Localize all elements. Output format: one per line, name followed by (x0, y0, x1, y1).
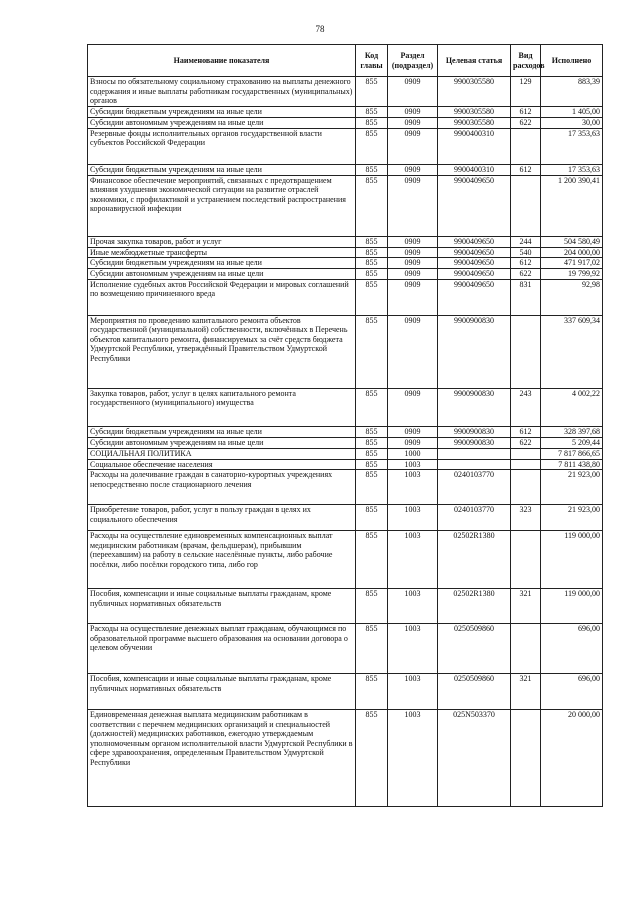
table-row (88, 279, 603, 315)
row-code-cell: 855 (356, 315, 388, 388)
row-name-cell: Финансовое обеспечение мероприятий, связанных с предотвращением влияния ухудшения экономической ситуации на развитие отраслей экономики, с профилактикой и устранением последствий распространения коронавирусной инфекции (88, 175, 356, 236)
row-executed-cell: 30,00 (541, 118, 603, 129)
row-kind-cell: 612 (511, 426, 541, 437)
row-section-cell: 0909 (388, 236, 438, 247)
table-row (88, 118, 603, 129)
row-name-cell: Субсидии бюджетным учреждениям на иные цели (88, 426, 356, 437)
row-name-cell: Единовременная денежная выплата медицинским работникам в соответствии с перечнем медицинских организаций и специальностей (должностей) медицинских работников, ежегодно утверждаемым уполномоченным органом исполнительной власти Удмуртской Республики в сфере здравоохранения, определенным Правительством Удмуртской Республики (88, 710, 356, 807)
row-section-cell: 0909 (388, 315, 438, 388)
row-name-cell: Закупка товаров, работ, услуг в целях капитального ремонта государственного (муниципального) имущества (88, 388, 356, 426)
header-kind: Вид расходов (511, 45, 541, 77)
row-name-cell: Пособия, компенсации и иные социальные выплаты гражданам, кроме публичных нормативных обязательств (88, 674, 356, 710)
row-kind-cell: 321 (511, 589, 541, 624)
header-executed: Исполнено (541, 45, 603, 77)
row-code-cell: 855 (356, 236, 388, 247)
table-row (88, 459, 603, 470)
row-section-cell: 0909 (388, 279, 438, 315)
row-kind-cell (511, 315, 541, 388)
row-executed-cell: 92,98 (541, 279, 603, 315)
table-row (88, 77, 603, 107)
row-executed-cell: 471 917,02 (541, 258, 603, 269)
row-executed-cell: 21 923,00 (541, 505, 603, 531)
row-target-cell: 0240103770 (438, 470, 511, 505)
row-name-cell: Приобретение товаров, работ, услуг в пользу граждан в целях их социального обеспечения (88, 505, 356, 531)
table-row (88, 175, 603, 236)
row-section-cell: 0909 (388, 269, 438, 280)
row-section-cell: 0909 (388, 437, 438, 448)
row-executed-cell: 19 799,92 (541, 269, 603, 280)
row-name-cell: Резервные фонды исполнительных органов государственной власти субъектов Российской Федерации (88, 128, 356, 164)
row-executed-cell: 696,00 (541, 674, 603, 710)
table-row (88, 437, 603, 448)
row-executed-cell: 4 002,22 (541, 388, 603, 426)
row-code-cell: 855 (356, 710, 388, 807)
row-kind-cell: 321 (511, 674, 541, 710)
row-target-cell: 9900409650 (438, 247, 511, 258)
row-target-cell: 9900409650 (438, 236, 511, 247)
row-code-cell: 855 (356, 470, 388, 505)
row-name-cell: Субсидии автономным учреждениям на иные цели (88, 437, 356, 448)
row-code-cell: 855 (356, 448, 388, 459)
table-row (88, 448, 603, 459)
row-executed-cell: 204 000,00 (541, 247, 603, 258)
row-kind-cell: 622 (511, 269, 541, 280)
row-section-cell: 0909 (388, 175, 438, 236)
row-section-cell: 0909 (388, 118, 438, 129)
row-code-cell: 855 (356, 388, 388, 426)
row-target-cell: 9900400310 (438, 164, 511, 175)
row-code-cell: 855 (356, 589, 388, 624)
row-executed-cell: 1 200 390,41 (541, 175, 603, 236)
row-target-cell: 9900900830 (438, 426, 511, 437)
table-row (88, 531, 603, 589)
row-target-cell: 9900900830 (438, 437, 511, 448)
row-section-cell: 0909 (388, 258, 438, 269)
row-target-cell: 0250509860 (438, 674, 511, 710)
row-target-cell (438, 459, 511, 470)
row-kind-cell: 622 (511, 437, 541, 448)
row-target-cell: 9900305580 (438, 77, 511, 107)
row-target-cell: 9900900830 (438, 315, 511, 388)
row-code-cell: 855 (356, 128, 388, 164)
row-code-cell: 855 (356, 426, 388, 437)
row-name-cell: Субсидии автономным учреждениям на иные цели (88, 269, 356, 280)
table-row (88, 258, 603, 269)
row-section-cell: 1003 (388, 589, 438, 624)
row-target-cell: 9900409650 (438, 175, 511, 236)
row-section-cell: 1003 (388, 710, 438, 807)
row-kind-cell (511, 470, 541, 505)
row-kind-cell: 323 (511, 505, 541, 531)
row-code-cell: 855 (356, 258, 388, 269)
row-section-cell: 1003 (388, 470, 438, 505)
row-kind-cell: 540 (511, 247, 541, 258)
row-target-cell: 02502R1380 (438, 531, 511, 589)
row-executed-cell: 17 353,63 (541, 164, 603, 175)
row-kind-cell (511, 624, 541, 674)
row-executed-cell: 5 209,44 (541, 437, 603, 448)
row-code-cell: 855 (356, 279, 388, 315)
row-section-cell: 0909 (388, 107, 438, 118)
row-executed-cell: 883,39 (541, 77, 603, 107)
row-kind-cell (511, 175, 541, 236)
row-kind-cell: 244 (511, 236, 541, 247)
row-section-cell: 1003 (388, 531, 438, 589)
table-row (88, 128, 603, 164)
row-section-cell: 0909 (388, 247, 438, 258)
row-target-cell: 0250509860 (438, 624, 511, 674)
table-row (88, 269, 603, 280)
row-code-cell: 855 (356, 107, 388, 118)
row-code-cell: 855 (356, 624, 388, 674)
row-section-cell: 1000 (388, 448, 438, 459)
row-name-cell: Иные межбюджетные трансферты (88, 247, 356, 258)
table-row (88, 426, 603, 437)
row-target-cell: 0240103770 (438, 505, 511, 531)
budget-execution-table (87, 44, 603, 807)
row-kind-cell: 612 (511, 107, 541, 118)
row-target-cell: 9900409650 (438, 279, 511, 315)
row-code-cell: 855 (356, 118, 388, 129)
row-name-cell: Субсидии бюджетным учреждениям на иные цели (88, 164, 356, 175)
row-kind-cell (511, 531, 541, 589)
row-kind-cell: 243 (511, 388, 541, 426)
header-code: Код главы (356, 45, 388, 77)
table-row (88, 247, 603, 258)
row-name-cell: Субсидии бюджетным учреждениям на иные цели (88, 107, 356, 118)
row-code-cell: 855 (356, 269, 388, 280)
row-code-cell: 855 (356, 175, 388, 236)
row-section-cell: 0909 (388, 128, 438, 164)
row-code-cell: 855 (356, 505, 388, 531)
row-kind-cell: 612 (511, 258, 541, 269)
table-row (88, 164, 603, 175)
table-body (88, 77, 603, 807)
row-section-cell: 1003 (388, 674, 438, 710)
row-kind-cell (511, 128, 541, 164)
row-section-cell: 1003 (388, 505, 438, 531)
row-kind-cell: 129 (511, 77, 541, 107)
row-target-cell: 9900400310 (438, 128, 511, 164)
row-section-cell: 0909 (388, 164, 438, 175)
row-target-cell: 9900305580 (438, 118, 511, 129)
row-executed-cell: 696,00 (541, 624, 603, 674)
row-target-cell (438, 448, 511, 459)
table-row (88, 107, 603, 118)
row-code-cell: 855 (356, 674, 388, 710)
row-code-cell: 855 (356, 247, 388, 258)
row-name-cell: Прочая закупка товаров, работ и услуг (88, 236, 356, 247)
row-section-cell: 0909 (388, 388, 438, 426)
row-section-cell: 0909 (388, 77, 438, 107)
row-name-cell: Взносы по обязательному социальному страхованию на выплаты денежного содержания и иные выплаты работникам государственных (муниципальных) органов (88, 77, 356, 107)
table-row (88, 470, 603, 505)
header-name: Наименование показателя (88, 45, 356, 77)
row-executed-cell: 20 000,00 (541, 710, 603, 807)
row-code-cell: 855 (356, 164, 388, 175)
row-code-cell: 855 (356, 437, 388, 448)
row-target-cell: 9900900830 (438, 388, 511, 426)
row-kind-cell (511, 459, 541, 470)
page-number: 78 (315, 24, 325, 34)
row-section-cell: 1003 (388, 624, 438, 674)
header-target: Целевая статья (438, 45, 511, 77)
row-name-cell: СОЦИАЛЬНАЯ ПОЛИТИКА (88, 448, 356, 459)
row-name-cell: Расходы на осуществление денежных выплат гражданам, обучающимся по образовательной программе высшего образования на основании договора о целевом обучении (88, 624, 356, 674)
row-name-cell: Субсидии автономным учреждениям на иные цели (88, 118, 356, 129)
row-kind-cell (511, 448, 541, 459)
row-executed-cell: 21 923,00 (541, 470, 603, 505)
row-section-cell: 0909 (388, 426, 438, 437)
row-name-cell: Пособия, компенсации и иные социальные выплаты гражданам, кроме публичных нормативных обязательств (88, 589, 356, 624)
row-executed-cell: 1 405,00 (541, 107, 603, 118)
row-section-cell: 1003 (388, 459, 438, 470)
table-row (88, 589, 603, 624)
table-row (88, 674, 603, 710)
row-code-cell: 855 (356, 77, 388, 107)
row-kind-cell: 831 (511, 279, 541, 315)
row-name-cell: Расходы на долечивание граждан в санаторно-курортных учреждениях непосредственно после стационарного лечения (88, 470, 356, 505)
row-executed-cell: 119 000,00 (541, 531, 603, 589)
table-row (88, 236, 603, 247)
row-name-cell: Субсидии бюджетным учреждениям на иные цели (88, 258, 356, 269)
row-name-cell: Мероприятия по проведению капитального ремонта объектов государственной (муниципальной) собственности, включённых в Перечень объектов капитального ремонта, финансируемых за счёт средств бюджета Удмуртской Республики, утверждённый Правительством Удмуртской Республики (88, 315, 356, 388)
row-target-cell: 9900409650 (438, 269, 511, 280)
row-executed-cell: 119 000,00 (541, 589, 603, 624)
row-name-cell: Исполнение судебных актов Российской Федерации и мировых соглашений по возмещению причиненного вреда (88, 279, 356, 315)
row-name-cell: Социальное обеспечение населения (88, 459, 356, 470)
row-executed-cell: 504 580,49 (541, 236, 603, 247)
row-target-cell: 02502R1380 (438, 589, 511, 624)
row-name-cell: Расходы на осуществление единовременных компенсационных выплат медицинским работникам (врачам, фельдшерам), прибывшим (переехавшим) на работу в сельские населённые пункты, либо рабочие посёлки, либо посёлки городского типа, либо гор (88, 531, 356, 589)
row-kind-cell: 622 (511, 118, 541, 129)
row-kind-cell: 612 (511, 164, 541, 175)
table-row (88, 624, 603, 674)
row-executed-cell: 328 397,68 (541, 426, 603, 437)
table-header-row (88, 45, 603, 77)
row-kind-cell (511, 710, 541, 807)
row-target-cell: 9900305580 (438, 107, 511, 118)
header-section: Раздел (подраздел) (388, 45, 438, 77)
table-row (88, 710, 603, 807)
table-row (88, 315, 603, 388)
table-row (88, 505, 603, 531)
row-executed-cell: 7 817 866,65 (541, 448, 603, 459)
row-target-cell: 025N503370 (438, 710, 511, 807)
row-executed-cell: 7 811 438,80 (541, 459, 603, 470)
row-code-cell: 855 (356, 459, 388, 470)
row-executed-cell: 17 353,63 (541, 128, 603, 164)
row-code-cell: 855 (356, 531, 388, 589)
row-target-cell: 9900409650 (438, 258, 511, 269)
row-executed-cell: 337 609,34 (541, 315, 603, 388)
table-row (88, 388, 603, 426)
